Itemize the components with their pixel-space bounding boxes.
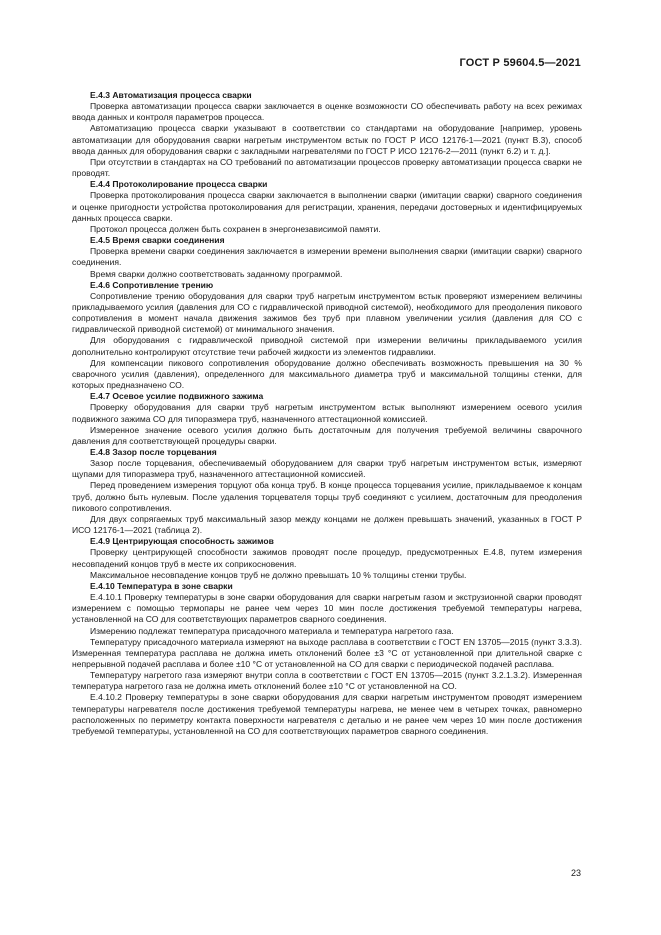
paragraph: Проверку центрирующей способности зажимов проводят после процедур, предусмотренных Е.4.8, путем измерения несовпадений концов труб в месте их соприкосновения. — [72, 547, 582, 569]
paragraph: Измеренное значение осевого усилия должно быть достаточным для получения требуемой величины сварочного давления для соответствующей процедуры сварки. — [72, 424, 582, 446]
section-heading-e46: Е.4.6 Сопротивление трению — [90, 279, 214, 290]
paragraph: Перед проведением измерения торцуют оба конца труб. В конце процесса торцевания усилие, прикладываемое к концам труб, должно быть нулевым. После удаления торцевателя торцы труб соединяют с усилием, достаточным для преодоления пикового сопротивления. — [72, 480, 582, 513]
section-heading-e45: Е.4.5 Время сварки соединения — [90, 235, 225, 246]
section-heading-e48: Е.4.8 Зазор после торцевания — [90, 447, 217, 457]
paragraph: Проверка протоколирования процесса сварки заключается в выполнении сварки (имитации сварки) сварного соединения и оценке пригодности устройства протоколирования для регистрации, хранения, передачи достоверных и идентифицируемых данных процесса сварки. — [72, 190, 582, 223]
paragraph: Измерению подлежат температура присадочного материала и температура нагретого газа. — [90, 625, 454, 636]
section-heading-e49: Е.4.9 Центрирующая способность зажимов — [90, 536, 274, 547]
paragraph: Сопротивление трению оборудования для сварки труб нагретым инструментом встык проверяют измерением величины прикладываемого усилия (давления для СО с гидравлической приводной системой), необходимого для преодоления пикового сопротивления в момент начала движения зажимов без труб при плавном увеличении усилия (давления для СО с гидравлической приводной системой) от минимального значения. — [72, 290, 582, 335]
paragraph: Проверку оборудования для сварки труб нагретым инструментом встык выполняют измерением осевого усилия подвижного зажима СО для типоразмера труб, назначенного аттестационной комиссией. — [72, 402, 582, 424]
paragraph: Для компенсации пикового сопротивления оборудование должно обеспечивать возможность превышения на 30 % сварочного усилия (давления), определенного для максимального диаметра труб и максимальной толщины стенки, для которых предназначено СО. — [72, 357, 582, 391]
paragraph: Температуру присадочного материала измеряют на выходе расплава в соответствии с ГОСТ EN 13705—2015 (пункт 3.3.3). Измеренная температура расплава не должна иметь отклонений более ±3 °С от установленной при длительной сварке с непрерывной подачей расплава и более ±10 °С от установленной на СО для сварки с периодической подачей расплава. — [72, 636, 582, 669]
paragraph: Зазор после торцевания, обеспечиваемый оборудованием для сварки труб нагретым инструментом встык, измеряют щупами для типоразмера труб, назначенного аттестационной комиссией. — [72, 458, 582, 480]
page-number: 23 — [570, 868, 581, 878]
paragraph: Для оборудования с гидравлической приводной системой при измерении величины прикладываемого усилия дополнительно контролируют отсутствие течи рабочей жидкости из элементов гидравлики. — [72, 335, 582, 357]
paragraph: Е.4.10.2 Проверку температуры в зоне сварки оборудования для сварки нагретым инструментом проводят измерением температуры нагревателя после достижения требуемой температуры нагрева, не менее чем в четырех точках, равномерно расположенных по периметру контакта поверхности нагревателя с деталью и не ранее чем через 10 мин после достижения требуемой температуры, установленной на СО для соответствующих параметров сварного соединения. — [72, 692, 582, 736]
paragraph: При отсутствии в стандартах на СО требований по автоматизации процессов проверку автоматизации процесса сварки не проводят. — [72, 156, 582, 179]
paragraph: Температуру нагретого газа измеряют внутри сопла в соответствии с ГОСТ EN 13705—2015 (пункт 3.2.1.3.2). Измеренная температура нагретого газа не должна иметь отклонений более ±10 °С от установленной на СО. — [72, 670, 582, 692]
section-heading-e44: Е.4.4 Протоколирование процесса сварки — [90, 179, 268, 190]
paragraph: Максимальное несовпадение концов труб не должно превышать 10 % толщины стенки трубы. — [90, 569, 467, 580]
paragraph: Время сварки должно соответствовать заданному программой. — [90, 268, 343, 279]
paragraph: Проверка автоматизации процесса сварки заключается в оценке возможности СО обеспечивать работу на всех режимах ввода данных и контроля параметров процесса. — [72, 101, 582, 123]
paragraph: Протокол процесса должен быть сохранен в энергонезависимой памяти. — [90, 223, 381, 234]
paragraph: Проверка времени сварки соединения заключается в измерении времени выполнения сварки (имитации сварки) сварного соединения. — [72, 246, 582, 268]
document-header: ГОСТ Р 59604.5—2021 — [459, 57, 581, 69]
document-body — [72, 90, 582, 737]
paragraph: Автоматизацию процесса сварки указывают в соответствии со стандартами на оборудование [например, уровень автоматизации для оборудования сварки нагретым инструментом встык по ГОСТ Р ИСО 12176-1—2021 (пункт В.3), способ ввода данных для оборудования сварки с закладными нагревателями по ГОСТ Р ИСО 12176-2—2011 (пункт 6.2) и т. д.]. — [72, 123, 582, 156]
section-heading-e410: Е.4.10 Температура в зоне сварки — [90, 580, 233, 591]
paragraph: Е.4.10.1 Проверку температуры в зоне сварки оборудования для сварки нагретым газом и экструзионной сварки проводят измерением с помощью термопары не ранее чем через 10 мин после достижения требуемой температуры нагрева, установленной на СО для соответствующих параметров сварного соединения. — [72, 592, 582, 625]
section-heading-e43: Е.4.3 Автоматизация процесса сварки — [90, 90, 252, 100]
section-heading-e47: Е.4.7 Осевое усилие подвижного зажима — [90, 391, 264, 402]
paragraph: Для двух сопрягаемых труб максимальный зазор между концами не должен превышать значений, указанных в ГОСТ Р ИСО 12176-1—2021 (таблица 2). — [72, 513, 582, 536]
